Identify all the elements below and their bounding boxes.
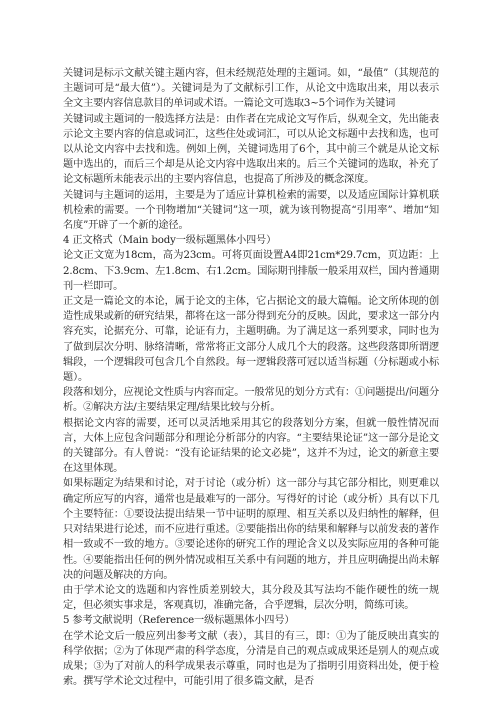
paragraph-keyword-selection: 关键词或主题词的一般选择方法是：由作者在完成论文写作后，纵观全文，先出能表示论文主要内容的信息或词汇，这些住处或词汇，可以从论文标题中去找和选，也可以从论文内容中去找和选。例如上例，关键词选用了6个，其中前三个就是从论文标题中选出的，而后三个却是从论文内容中选取出来的。后三个关键词的选取，补充了论文标题所未能表示出的主要内容信息，也提高了所涉及的概念深度。 <box>63 113 439 186</box>
section-heading-references: 5 参考文献说明（Reference一级标题黑体小四号） <box>63 615 295 627</box>
paragraph-main-body-description: 正文是一篇论文的本论，属于论文的主体，它占据论文的最大篇幅。论文所体现的创造性成果或新的研究结果，都将在这一部分得到充分的反映。因此，要求这一部分内容充实，论据充分、可靠，论证有力，主题明确。为了满足这一系列要求，同时也为了做到层次分明、脉络清晰，常常将正文部分人成几个大的段落。这些段落即所谓逻辑段，一个逻辑段可包含几个自然段。每一逻辑段落可冠以适当标题（分标题或小标题）。 <box>63 296 439 384</box>
paragraph-discussion: 如果标题定为结果和讨论，对于讨论（或分析）这一部分与其它部分相比，则更难以确定所应写的内容，通常也是最难写的一部分。写得好的讨论（或分析）具有以下几个主要特征：①要设法提出结果一节中证明的原理、相互关系以及归纳性的解释，但只对结果进行论述，而不应进行重述。②要能指出你的结果和解释与以前发表的著作相一致或不一致的地方。③要论述你的研究工作的理论含义以及实际应用的各种可能性。④要能指出任何的例外情况或相互关系中有问题的地方，并且应明确提出尚未解决的问题及解决的方向。 <box>63 478 439 581</box>
paragraph-page-format: 论文正文宽为18cm，高为23cm。可将页面设置A4即21cm*29.7cm，页边距：上2.8cm、下3.9cm、左1.8cm、右1.2cm。国际期刊排版一般采用双栏，国内普通期刊一栏即可。 <box>63 250 439 292</box>
paragraph-section-division: 段落和划分，应视论文性质与内容而定。一般常见的划分方式有：①问题提出/问题分析。②解决方法/主要结果定理/结果比较与分析。 <box>63 387 439 414</box>
paragraph-keyword-usage: 关键词与主题词的运用，主要是为了适应计算机检索的需要，以及适应国际计算机联机检索的需要。一个刊物增加“关键词”这一项，就为该刊物提高“引用率”、增加“知名度”开辟了一个新的途径。 <box>63 189 439 232</box>
paragraph-references-purpose: 在学术论文后一般应列出参考文献（表），其目的有三，即：①为了能反映出真实的科学依据；②为了体现严肃的科学态度，分清是自己的观点或成果还是别人的观点或成果；③为了对前人的科学成果表示尊重，同时也是为了指明引用资料出处，便于检索。撰写学术论文过程中，可能引用了很多篇文献，是否 <box>63 630 439 688</box>
paragraph-keywords-definition: 关键词是标示文献关键主题内容，但未经规范处理的主题词。如，“最值”（其规范的主题词可是“最大值”）。关键词是为了文献标引工作，从论文中选取出来，用以表示全文主要内容信息款目的单词或术语。一篇论文可选取3~5个词作为关键词 <box>63 68 439 110</box>
document-page <box>63 66 439 689</box>
section-heading-main-body: 4 正文格式（Main body一级标题黑体小四号） <box>63 235 277 247</box>
paragraph-structure-rules: 由于学术论文的选题和内容性质差别较大，其分段及其写法均不能作硬性的统一规定，但必须实事求是，客观真切，准确完备，合乎逻辑，层次分明，简练可读。 <box>63 584 439 612</box>
paragraph-flexible-division: 根据论文内容的需要，还可以灵活地采用其它的段落划分方案，但就一般性情况而言，大体上应包含问题部分和理论分析部分的内容。“主要结果论证”这一部分是论文的关键部分。有人曾说：“没有论证结果的论文必毙”，这并不为过，论文的新意主要在这里体现。 <box>63 417 439 475</box>
